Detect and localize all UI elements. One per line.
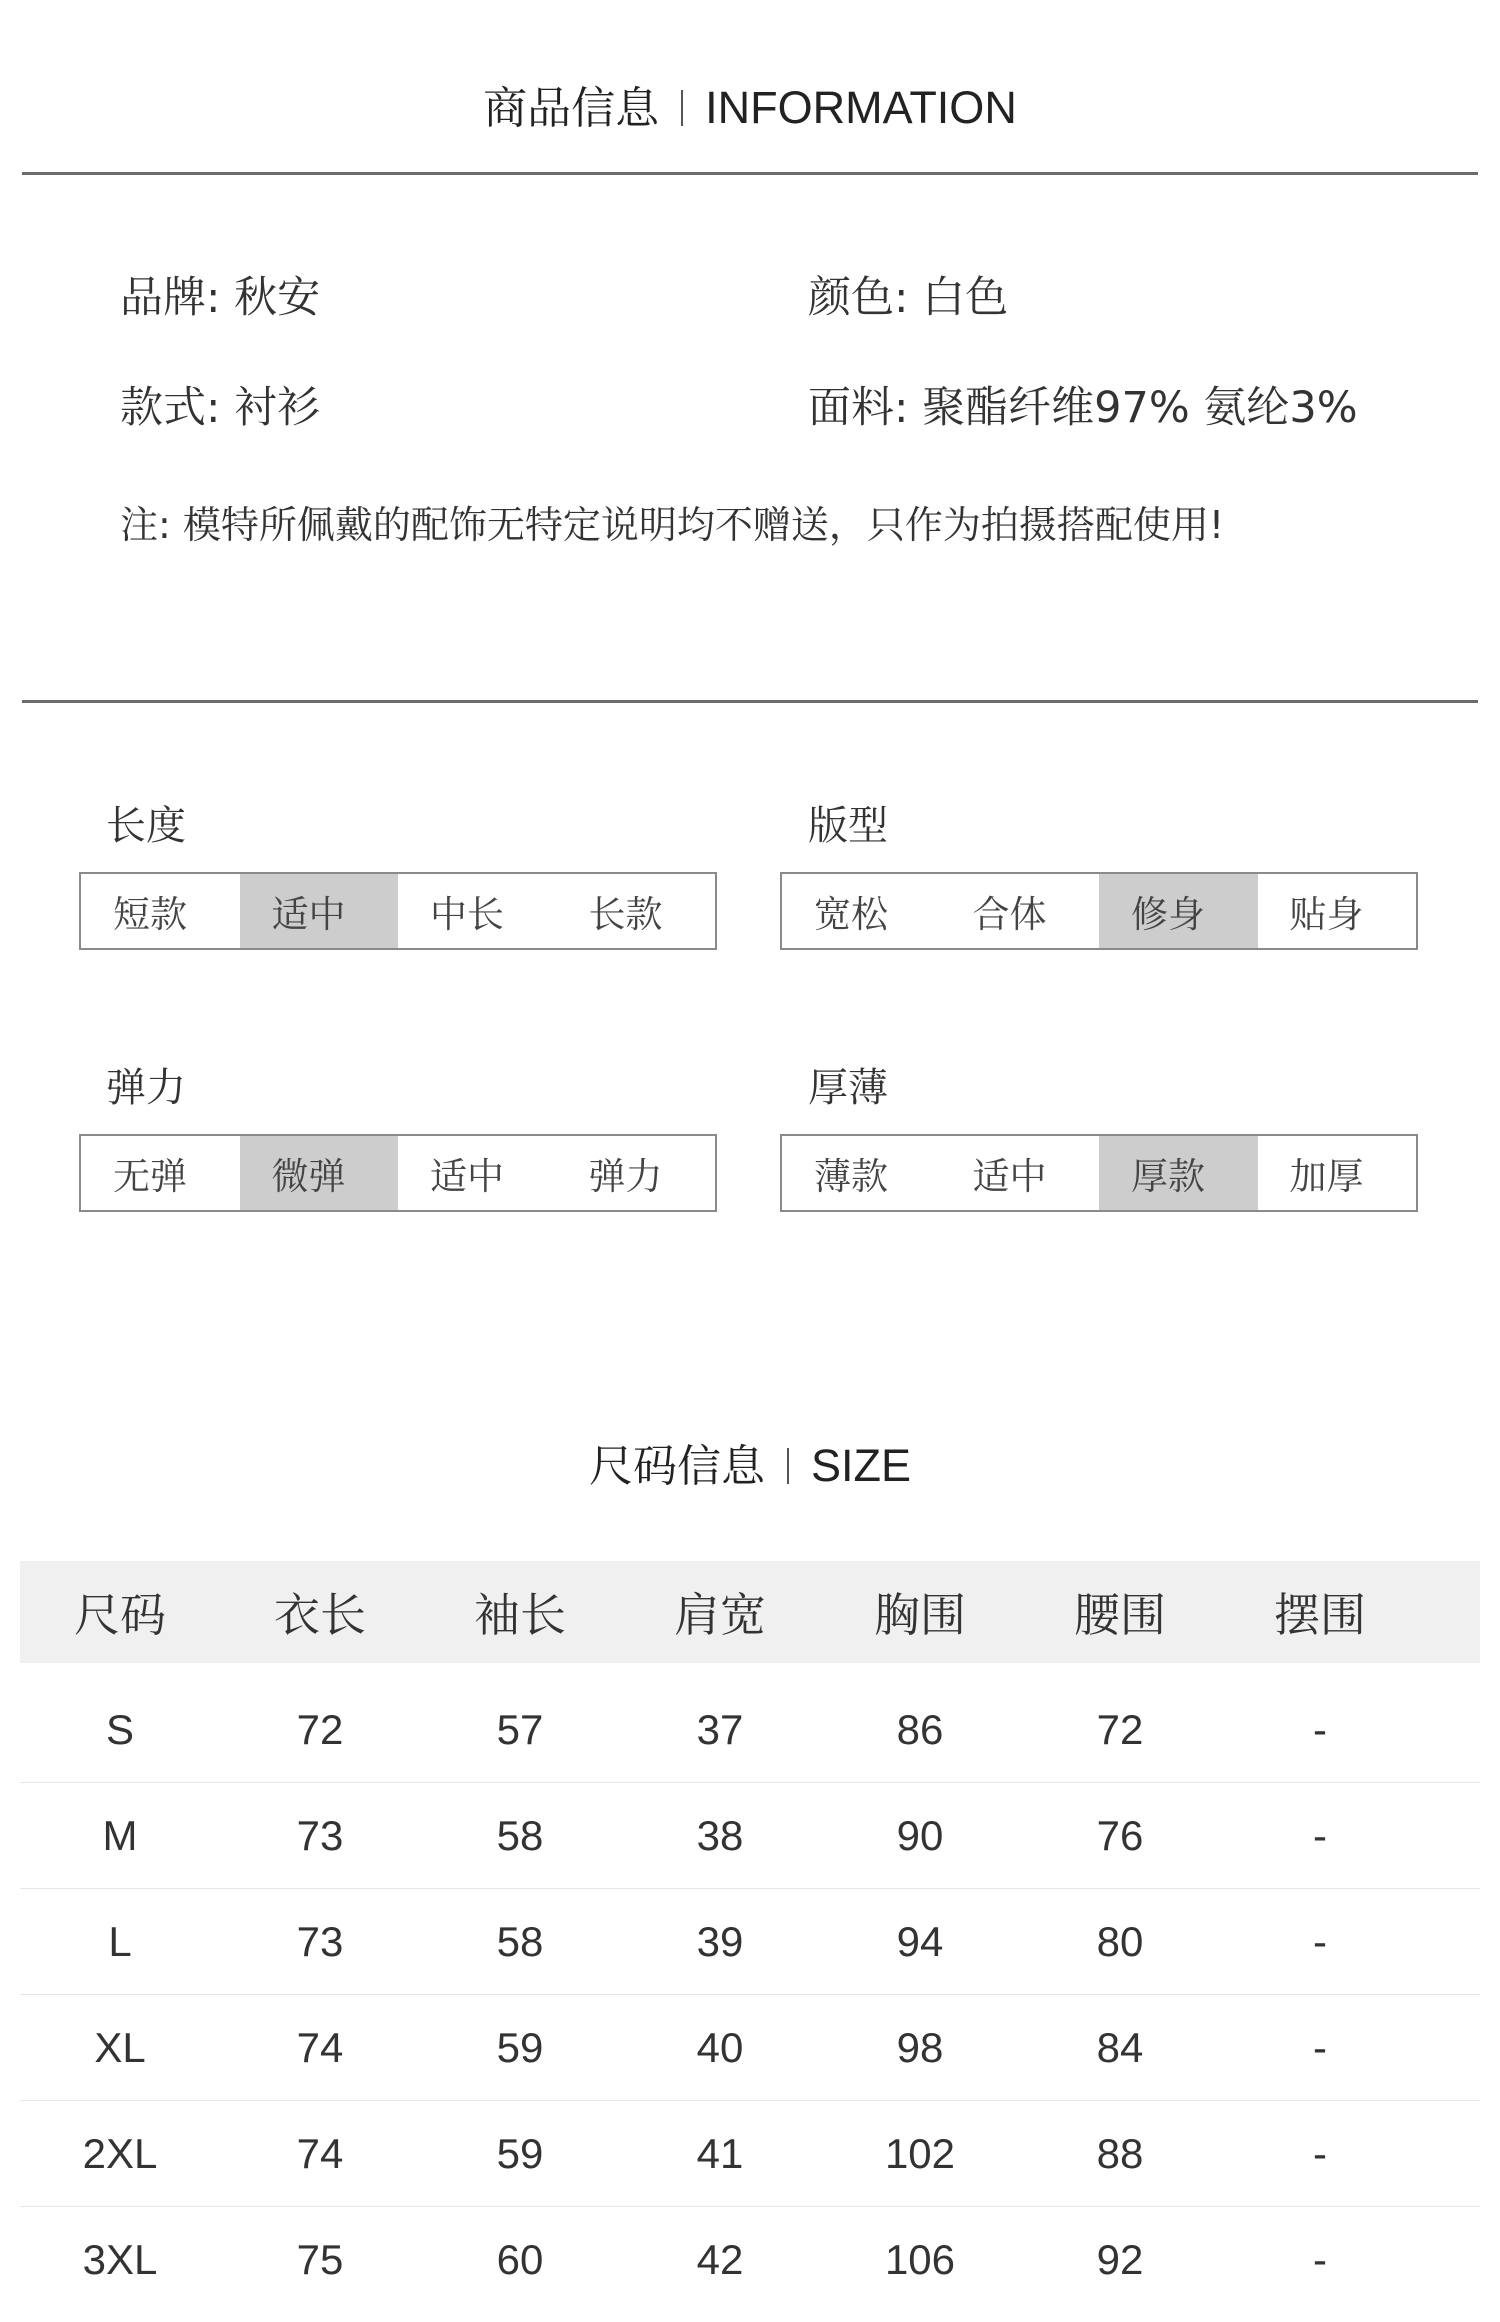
style-text: 款式: 衬衫 <box>120 383 321 433</box>
column-header: 袖长 <box>474 1588 566 1642</box>
table-cell: 58 <box>496 1917 544 1965</box>
table-cell: - <box>1313 1917 1327 1965</box>
table-cell: 37 <box>696 1705 744 1753</box>
fabric-text: 面料: 聚酯纤维97% 氨纶3% <box>808 383 1358 433</box>
thickness-label: 厚薄 <box>808 1065 888 1111</box>
table-cell: 40 <box>696 2023 744 2071</box>
table-row <box>20 1995 1480 2101</box>
product-info-heading <box>0 72 1500 136</box>
table-cell: XL <box>94 2023 146 2071</box>
table-cell: 58 <box>496 1811 544 1859</box>
table-row <box>20 2101 1480 2207</box>
table-cell: 72 <box>296 1705 344 1753</box>
table-cell: - <box>1313 2129 1327 2177</box>
table-cell: 75 <box>296 2236 344 2283</box>
table-cell: 57 <box>496 1705 544 1753</box>
thickness-option: 薄款 <box>814 1155 888 1198</box>
table-row <box>20 2207 1480 2313</box>
fit-label: 版型 <box>808 803 888 849</box>
size-table-body <box>20 1663 1480 2313</box>
elasticity-option: 弹力 <box>588 1155 663 1198</box>
column-header: 衣长 <box>274 1588 366 1642</box>
table-cell: 3XL <box>82 2236 158 2283</box>
table-cell: 39 <box>696 1917 744 1965</box>
table-cell: - <box>1313 2023 1327 2071</box>
fit-option: 修身 <box>1099 874 1258 948</box>
table-cell: - <box>1313 2236 1327 2283</box>
table-row <box>20 1677 1480 1783</box>
length-option: 适中 <box>240 874 399 948</box>
fit-option: 宽松 <box>814 893 888 936</box>
size-table-header <box>20 1561 1480 1663</box>
heading-divider <box>787 1448 789 1484</box>
table-cell: 72 <box>1096 1705 1144 1753</box>
thickness-option: 厚款 <box>1099 1136 1258 1210</box>
column-header: 尺码 <box>74 1588 166 1642</box>
table-cell: 86 <box>896 1705 944 1753</box>
elasticity-option: 微弹 <box>240 1136 399 1210</box>
table-cell: 92 <box>1096 2236 1144 2283</box>
table-cell: 74 <box>296 2129 344 2177</box>
elasticity-scale <box>79 1134 717 1212</box>
section-rule <box>22 172 1478 175</box>
table-cell: 102 <box>884 2129 956 2177</box>
table-cell: 41 <box>696 2129 744 2177</box>
heading-cn: 尺码信息 <box>588 1441 765 1492</box>
thickness-scale <box>780 1134 1418 1212</box>
heading-cn: 商品信息 <box>483 83 660 134</box>
color-text: 颜色: 白色 <box>808 273 1009 323</box>
fit-scale <box>780 872 1418 950</box>
column-header: 腰围 <box>1074 1588 1166 1642</box>
length-option: 短款 <box>113 893 187 936</box>
table-cell: 88 <box>1096 2129 1144 2177</box>
table-cell: 2XL <box>82 2129 158 2177</box>
table-cell: L <box>108 1917 132 1965</box>
elasticity-option: 无弹 <box>113 1155 187 1198</box>
table-cell: 38 <box>696 1811 744 1859</box>
table-cell: 59 <box>496 2023 544 2071</box>
length-label: 长度 <box>106 803 186 849</box>
table-cell: S <box>105 1705 134 1753</box>
table-cell: - <box>1313 1811 1327 1859</box>
table-cell: - <box>1313 1705 1327 1753</box>
column-header: 肩宽 <box>674 1588 766 1642</box>
elasticity-label: 弹力 <box>106 1065 186 1111</box>
table-cell: 42 <box>696 2236 744 2283</box>
length-option: 中长 <box>430 893 504 936</box>
table-cell: 74 <box>296 2023 344 2071</box>
column-header: 摆围 <box>1274 1588 1366 1642</box>
table-row <box>20 1889 1480 1995</box>
elasticity-option: 适中 <box>430 1155 504 1198</box>
fit-option: 合体 <box>972 893 1047 936</box>
table-row <box>20 1783 1480 1889</box>
table-cell: 73 <box>296 1811 344 1859</box>
table-cell: 94 <box>896 1917 944 1965</box>
size-info-heading <box>0 1430 1500 1494</box>
table-cell: 60 <box>496 2236 544 2283</box>
table-cell: 98 <box>896 2023 944 2071</box>
table-cell: 80 <box>1096 1917 1144 1965</box>
table-cell: 59 <box>496 2129 544 2177</box>
thickness-option: 适中 <box>972 1155 1047 1198</box>
heading-en: INFORMATION <box>705 82 1017 133</box>
accessory-note: 注: 模特所佩戴的配饰无特定说明均不赠送，只作为拍摄搭配使用! <box>120 503 1225 547</box>
fit-option: 贴身 <box>1289 893 1364 936</box>
heading-divider <box>681 90 683 126</box>
section-rule <box>22 700 1478 703</box>
table-cell: 106 <box>884 2236 956 2283</box>
table-cell: 84 <box>1096 2023 1144 2071</box>
length-scale <box>79 872 717 950</box>
length-option: 长款 <box>588 893 663 936</box>
thickness-option: 加厚 <box>1289 1155 1364 1198</box>
heading-en: SIZE <box>810 1440 912 1491</box>
table-cell: M <box>102 1811 138 1859</box>
brand-text: 品牌: 秋安 <box>120 273 321 323</box>
table-cell: 76 <box>1096 1811 1144 1859</box>
table-cell: 73 <box>296 1917 344 1965</box>
size-table <box>20 1561 1480 2313</box>
column-header: 胸围 <box>874 1588 966 1642</box>
table-cell: 90 <box>896 1811 944 1859</box>
